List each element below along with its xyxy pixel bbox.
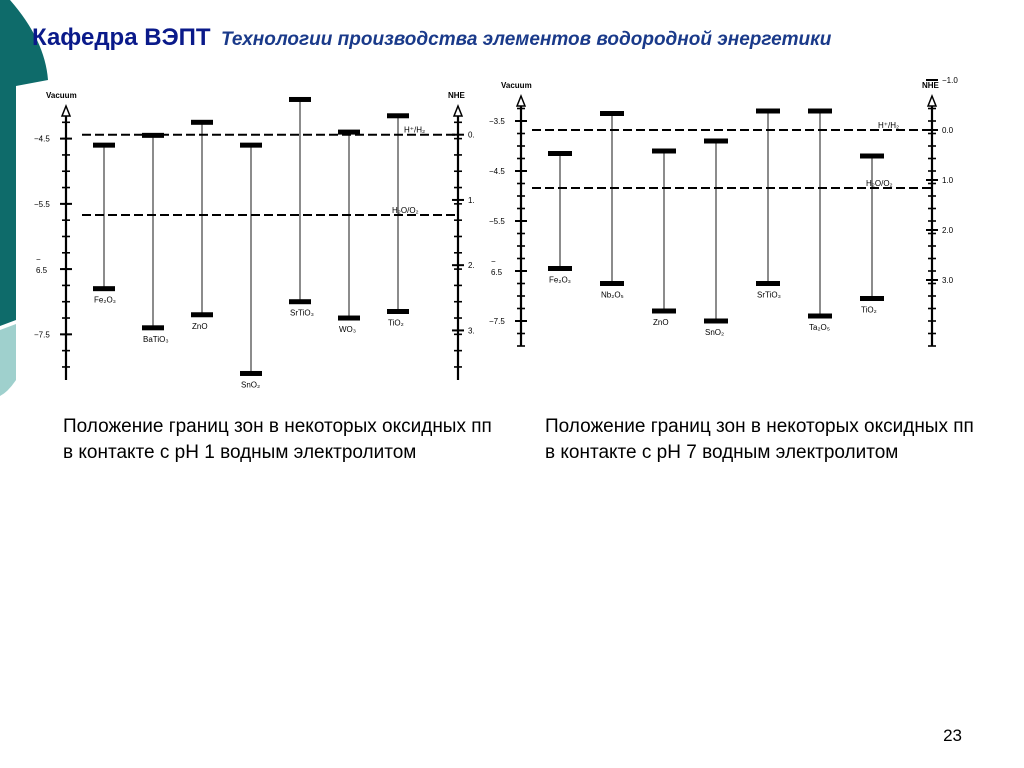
nhe-axis-title: NHE xyxy=(448,91,465,100)
course-subtitle: Технологии производства элементов водородной энергетики xyxy=(221,29,832,50)
page-number: 23 xyxy=(943,726,962,745)
vacuum-tick-label: 6.5 xyxy=(491,268,503,277)
vacuum-axis-arrow xyxy=(62,106,70,116)
department-title: Кафедра ВЭПТ xyxy=(32,24,211,51)
band-diagram-ph7 xyxy=(478,76,978,352)
nhe-tick-label: 2.0 xyxy=(942,226,954,235)
conduction-band-edge xyxy=(652,149,676,154)
vacuum-axis-arrow xyxy=(517,96,525,106)
vacuum-axis-title: Vacuum xyxy=(46,91,77,100)
vacuum-tick-label: −4.5 xyxy=(489,167,505,176)
conduction-band-edge xyxy=(93,143,115,148)
material-label: BaTiO₃ xyxy=(143,334,169,344)
material-label: SnO₂ xyxy=(705,328,725,337)
conduction-band-edge xyxy=(548,151,572,156)
nhe-tick-label: −1.0 xyxy=(942,76,958,85)
material-label: TiO₂ xyxy=(388,318,404,328)
vacuum-tick-label: −3.5 xyxy=(489,117,505,126)
valence-band-edge xyxy=(338,316,360,321)
valence-band-edge xyxy=(704,319,728,324)
material-label: SrTiO₃ xyxy=(290,308,314,318)
reference-line-label: H⁺/H₂ xyxy=(878,121,900,130)
nhe-tick-label: 0.0 xyxy=(942,126,954,135)
material-label: Fe₂O₃ xyxy=(549,275,571,285)
conduction-band-edge xyxy=(808,109,832,114)
valence-band-edge xyxy=(548,266,572,271)
conduction-band-edge xyxy=(704,139,728,144)
vacuum-tick-label: 6.5 xyxy=(36,266,48,276)
caption-ph1: Положение границ зон в некоторых оксидных пп в контакте с pH 1 водным электролитом xyxy=(63,416,492,463)
conduction-band-edge xyxy=(240,143,262,148)
teal-light-shape xyxy=(0,324,16,396)
nhe-axis-title: NHE xyxy=(922,81,939,90)
valence-band-edge xyxy=(289,299,311,304)
vacuum-tick-label: −5.5 xyxy=(489,217,505,226)
valence-band-edge xyxy=(240,371,262,376)
conduction-band-edge xyxy=(387,113,409,118)
reference-line-label: H₂O/O₂ xyxy=(866,179,893,188)
material-label: Nb₂O₅ xyxy=(601,290,624,300)
conduction-band-edge xyxy=(191,120,213,125)
nhe-tick-label: 1. xyxy=(468,195,475,205)
reference-line-label: H⁺/H₂ xyxy=(404,125,426,135)
material-label: SrTiO₃ xyxy=(757,290,781,300)
material-label: SnO₂ xyxy=(241,380,261,390)
vacuum-tick-prefix: − xyxy=(491,257,496,266)
nhe-tick-label: 3. xyxy=(468,326,475,336)
valence-band-edge xyxy=(600,281,624,286)
conduction-band-edge xyxy=(142,133,164,138)
vacuum-tick-prefix: − xyxy=(36,255,41,265)
material-label: ZnO xyxy=(653,318,669,327)
material-label: TiO₂ xyxy=(861,305,877,315)
valence-band-edge xyxy=(142,325,164,330)
valence-band-edge xyxy=(860,296,884,301)
valence-band-edge xyxy=(652,309,676,314)
vacuum-axis-title: Vacuum xyxy=(501,81,532,90)
caption-ph7: Положение границ зон в некоторых оксидных пп в контакте с pH 7 водным электролитом xyxy=(545,416,974,463)
valence-band-edge xyxy=(191,312,213,317)
material-label: Fe₂O₃ xyxy=(94,295,116,305)
valence-band-edge xyxy=(93,286,115,291)
material-label: WO₃ xyxy=(339,325,357,335)
conduction-band-edge xyxy=(600,111,624,116)
band-diagram-ph1 xyxy=(30,88,500,398)
valence-band-edge xyxy=(756,281,780,286)
nhe-axis-arrow xyxy=(454,106,462,116)
valence-band-edge xyxy=(387,309,409,314)
reference-line-label: H₂O/O₂ xyxy=(392,205,419,215)
vacuum-tick-label: −7.5 xyxy=(489,317,505,326)
conduction-band-edge xyxy=(289,97,311,102)
vacuum-tick-label: −4.5 xyxy=(34,134,50,144)
nhe-tick-label: 3.0 xyxy=(942,276,954,285)
valence-band-edge xyxy=(808,314,832,319)
nhe-tick-label: 0. xyxy=(468,130,475,140)
vacuum-tick-label: −7.5 xyxy=(34,330,50,340)
nhe-tick-label: 1.0 xyxy=(942,176,954,185)
conduction-band-edge xyxy=(338,130,360,135)
conduction-band-edge xyxy=(756,109,780,114)
conduction-band-edge xyxy=(860,154,884,159)
vacuum-tick-label: −5.5 xyxy=(34,199,50,209)
nhe-tick-label: 2. xyxy=(468,261,475,271)
slide-header xyxy=(32,24,831,52)
nhe-axis-arrow xyxy=(928,96,936,106)
material-label: ZnO xyxy=(192,321,208,331)
material-label: Ta₂O₅ xyxy=(809,323,830,332)
